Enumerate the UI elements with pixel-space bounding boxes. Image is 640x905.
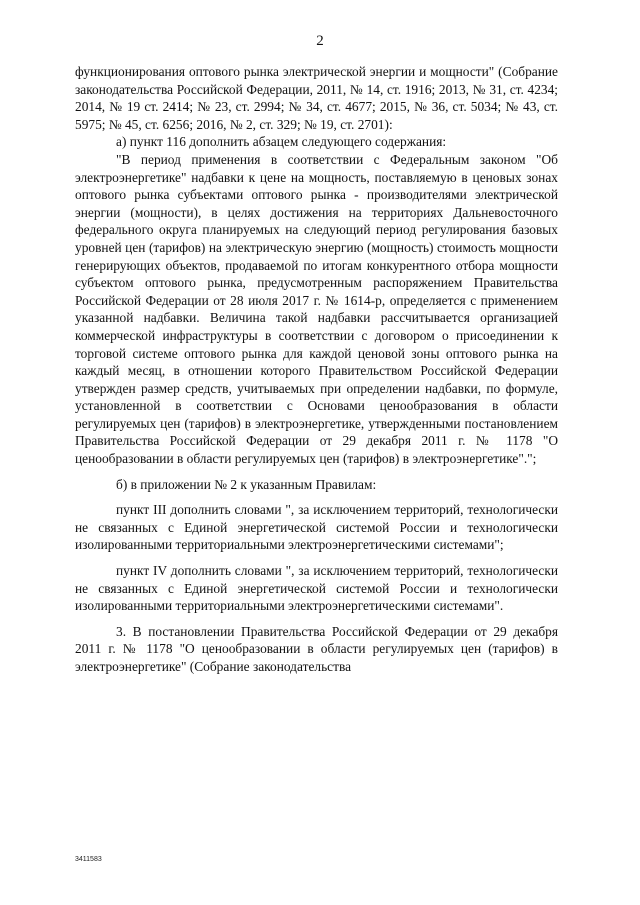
paragraph-item-3: 3. В постановлении Правительства Российской Федерации от 29 декабря 2011 г. № 1178 "О ценообразовании в области регулируемых цен (тарифов) в электроэнергетике" (Собрание законодательства: [75, 623, 558, 674]
paragraph-continuation: функционирования оптового рынка электрической энергии и мощности" (Собрание законодательства Российской Федерации, 2011, № 14, ст. 1916; 2013, № 31, ст. 4234; 2014, № 19 ст. 2414; № 23, ст. 2994; № 34, ст. 4677; 2015, № 36, ст. 5034; № 43, ст. 5975; № 45, ст. 6256; 2016, № 2, ст. 329; № 19, ст. 2701):: [75, 64, 558, 132]
page-number: 2: [316, 33, 324, 49]
paragraph-quoted-text: "В период применения в соответствии с Федеральным законом "Об электроэнергетике" надбавки к цене на мощность, поставляемую в ценовых зонах оптового рынка субъектами оптового рынка - производителями электрической энергии (мощности), в целях достижения на территориях Дальневосточного федерального округа планируемых на следующий период регулирования базовых уровней цен (тарифов) на электрическую энергию (мощность) стоимость мощности генерирующих объектов, продаваемой по итогам конкурентного отбора мощности субъектом оптового рынка, предусмотренным распоряжением Правительства Российской Федерации от 28 июля 2017 г. № 1614-р, определяется с применением указанной надбавки. Величина такой надбавки рассчитывается организацией коммерческой инфраструктуры в соответствии с договором о присоединении к торговой системе оптового рынка для каждой ценовой зоны оптового рынка на каждый месяц, в отношении которого Правительством Российской Федерации утвержден размер средств, учитываемых при определении надбавки, по формуле, установленной в соответствии с Основами ценообразования в области регулируемых цен (тарифов) в электроэнергетике, утвержденными постановлением Правительства Российской Федерации от 29 декабря 2011 г. № 1178 "О ценообразовании в области регулируемых цен (тарифов) в электроэнергетике".";: [75, 151, 558, 467]
document-code: 3411583: [75, 856, 102, 863]
document-body: [75, 63, 558, 676]
paragraph-point-iii: пункт III дополнить словами ", за исключением территорий, технологически не связанных с Единой энергетической системой России и технологически изолированными территориальными электроэнергетическими системами";: [75, 502, 558, 553]
paragraph-item-b: б) в приложении № 2 к указанным Правилам:: [116, 476, 377, 492]
paragraph-item-a: а) пункт 116 дополнить абзацем следующего содержания:: [116, 134, 447, 150]
paragraph-point-iv: пункт IV дополнить словами ", за исключением территорий, технологически не связанных с Единой энергетической системой России и технологически изолированными территориальными электроэнергетическими системами".: [75, 563, 558, 614]
